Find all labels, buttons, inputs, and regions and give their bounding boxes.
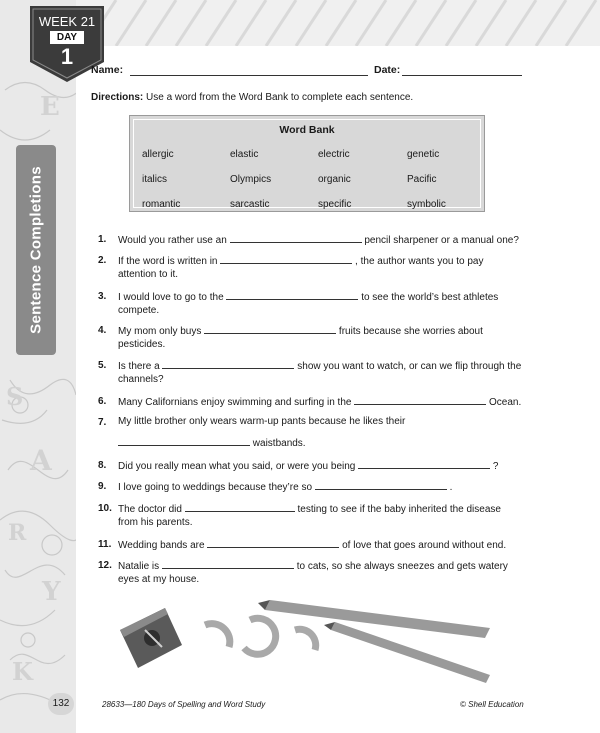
question-number: 6. — [98, 396, 107, 407]
pencil-shavings-icon — [205, 618, 316, 654]
question-text: fruits because she worries about pesticides. — [118, 326, 483, 350]
section-title: Sentence Completions — [27, 166, 45, 334]
svg-text:Y: Y — [42, 577, 61, 607]
stripe-pattern — [76, 0, 600, 46]
directions-label: Directions: — [91, 92, 144, 103]
sharpener-icon — [120, 608, 182, 668]
answer-blank[interactable] — [358, 459, 490, 469]
week-label: WEEK 21 — [38, 14, 96, 29]
question-number: 12. — [98, 560, 112, 571]
word-bank-word: genetic — [407, 149, 440, 160]
doodle-pattern — [0, 0, 76, 733]
answer-blank[interactable] — [354, 395, 486, 405]
word-bank-word: elastic — [230, 149, 259, 160]
question-text: ? — [492, 461, 499, 472]
top-stripe — [76, 0, 600, 46]
question-number: 4. — [98, 325, 107, 336]
day-number: 1 — [60, 44, 74, 69]
pencil-icon — [258, 600, 490, 638]
question-text: I would love to go to the — [118, 292, 224, 303]
word-bank-word: organic — [318, 174, 351, 185]
question-text: The doctor did — [118, 504, 182, 515]
question-number: 11. — [98, 539, 112, 550]
question-number: 8. — [98, 460, 107, 471]
question-text: . — [449, 482, 453, 493]
question-text: show you want to watch, or can we flip through the channels? — [118, 361, 522, 385]
section-tab — [16, 145, 56, 355]
word-bank-word: Pacific — [407, 174, 437, 185]
question-text: Would you rather use an — [118, 235, 227, 246]
word-bank-word: allergic — [142, 149, 174, 160]
directions-text: Use a word from the Word Bank to complete each sentence. — [146, 92, 414, 103]
day-label: DAY — [50, 31, 84, 44]
answer-blank[interactable] — [118, 436, 250, 446]
page-number: 132 — [48, 693, 74, 715]
word-bank-title: Word Bank — [279, 124, 335, 136]
svg-text:K: K — [12, 657, 33, 686]
publisher: © Shell Education — [460, 700, 524, 709]
word-bank-word: romantic — [142, 199, 181, 210]
question-number: 3. — [98, 291, 107, 302]
svg-text:E: E — [40, 92, 60, 122]
question-number: 2. — [98, 255, 107, 266]
question-text: testing to see if the baby inherited the disease from his parents. — [118, 504, 501, 528]
directions — [91, 92, 413, 103]
answer-blank[interactable] — [220, 254, 352, 264]
answer-blank[interactable] — [204, 324, 336, 334]
word-bank — [129, 115, 485, 212]
svg-text:S: S — [6, 382, 24, 411]
question-text: waistbands. — [252, 438, 306, 449]
question-text: of love that goes around without end. — [342, 540, 507, 551]
name-label: Name: — [91, 64, 124, 76]
date-label: Date: — [374, 64, 401, 76]
question-text: Wedding bands are — [118, 540, 205, 551]
question-text: pencil sharpener or a manual one? — [364, 235, 519, 246]
svg-text:R: R — [8, 520, 27, 546]
question-text: My mom only buys — [118, 326, 202, 337]
word-bank-word: sarcastic — [230, 199, 270, 210]
date-field[interactable] — [402, 75, 522, 76]
svg-text:A: A — [30, 444, 52, 477]
question-text: to see the world’s best athletes compete. — [118, 292, 499, 316]
question-text: Is there a — [118, 361, 160, 372]
question-number: 1. — [98, 234, 107, 245]
question-text: Many Californians enjoy swimming and surfing in the — [118, 397, 352, 408]
answer-blank[interactable] — [315, 480, 447, 490]
question-text: If the word is written in — [118, 256, 218, 267]
name-field[interactable] — [130, 75, 368, 76]
question-text: My little brother only wears warm-up pants because he likes their — [118, 416, 406, 427]
word-bank-word: electric — [318, 149, 350, 160]
answer-blank[interactable] — [226, 290, 358, 300]
question-number: 7. — [98, 417, 107, 428]
answer-blank[interactable] — [162, 359, 294, 369]
question-text: Did you really mean what you said, or were you being — [118, 461, 356, 472]
question-text: , the author wants you to pay attention to it. — [118, 256, 484, 280]
decorative-sidebar — [0, 0, 76, 733]
question-text: I love going to weddings because they’re so — [118, 482, 313, 493]
answer-blank[interactable] — [162, 559, 294, 569]
question-number: 10. — [98, 503, 112, 514]
answer-blank[interactable] — [207, 538, 339, 548]
pencil-illustration — [110, 590, 510, 685]
word-bank-word: Olympics — [230, 174, 272, 185]
answer-blank[interactable] — [185, 502, 295, 512]
question-text: Natalie is — [118, 561, 160, 572]
question-number: 9. — [98, 481, 107, 492]
word-bank-word: symbolic — [407, 199, 446, 210]
word-bank-word: specific — [318, 199, 352, 210]
question-number: 5. — [98, 360, 107, 371]
answer-blank[interactable] — [230, 233, 362, 243]
question-text: to cats, so she always sneezes and gets watery eyes at my house. — [118, 561, 508, 585]
question-text: Ocean. — [489, 397, 522, 408]
word-bank-word: italics — [142, 174, 168, 185]
book-title: 28633—180 Days of Spelling and Word Study — [102, 700, 266, 709]
